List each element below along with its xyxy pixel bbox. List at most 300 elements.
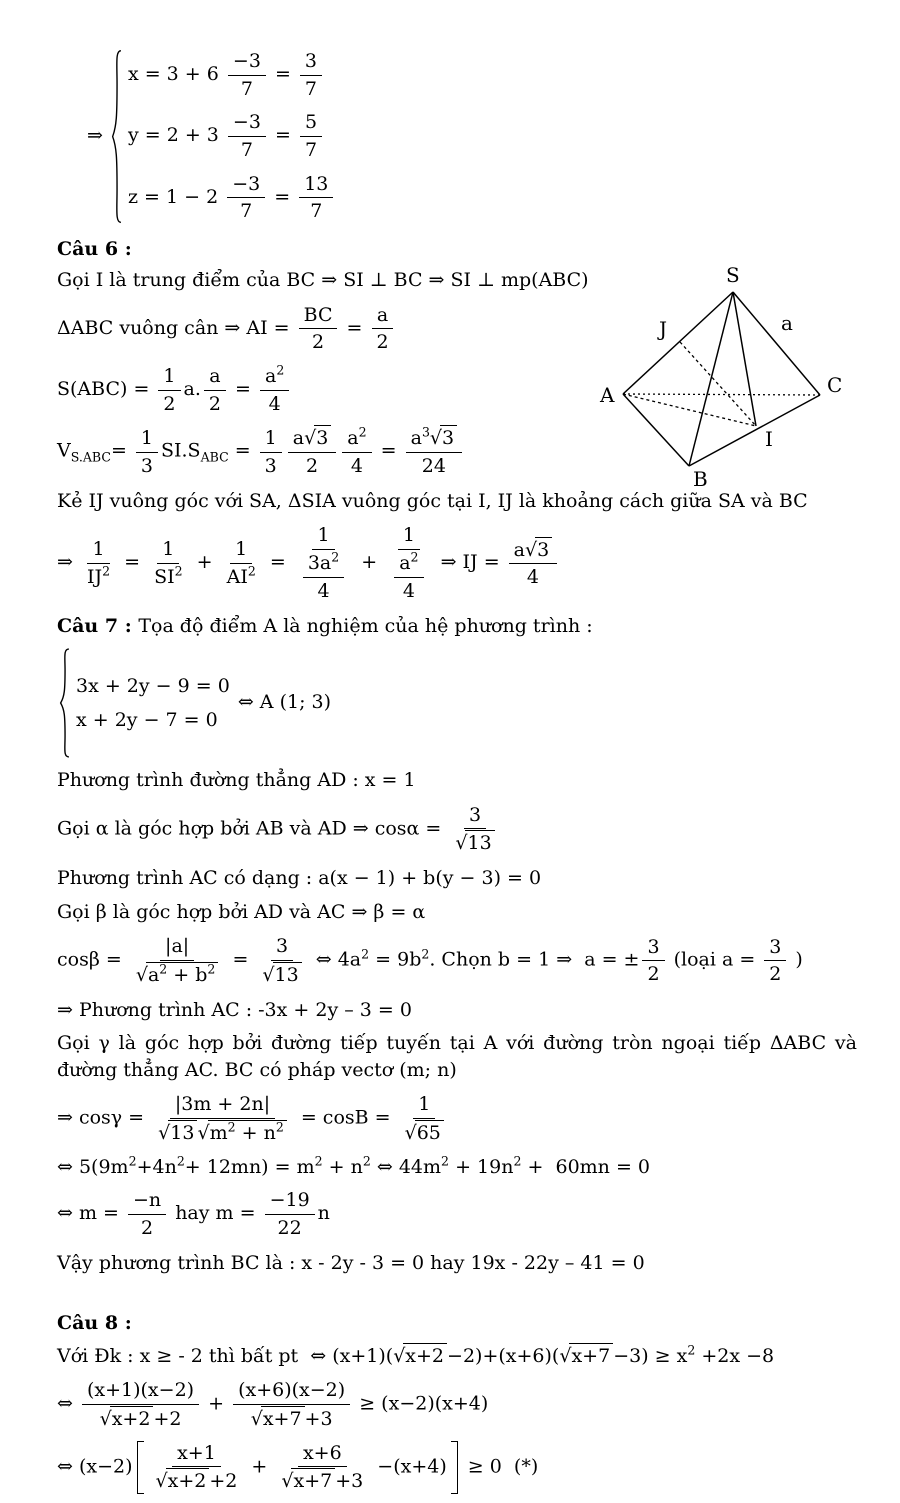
numerator [406,425,463,453]
superscript: 2 [174,563,183,579]
denominator [450,829,499,856]
radicand [168,1120,197,1146]
text-run: S(ABC) = [57,378,156,401]
radical-sign-icon: √ [404,1122,417,1145]
text-run: + [245,1455,274,1478]
text-run: SI.S [161,440,201,463]
text-run: ⇔ A (1; 3) [231,691,332,714]
text-run: ⇒ [87,124,109,147]
fraction [300,49,322,101]
text-line: Gọi γ là góc hợp bởi đường tiếp tuyến tại A với đường tròn ngoại tiếp ΔABC và đường thẳng AC. BC có pháp vectơ (m; n) [57,1032,857,1081]
sqrt [393,1345,447,1367]
text-run: 2 [305,455,319,478]
denominator [642,961,664,987]
text-run: = 9b [369,948,422,971]
fraction [82,1378,199,1431]
text-run: 7 [240,200,253,223]
text-run: = [226,948,255,971]
fraction [509,537,558,590]
edge-AB [623,394,689,466]
text-run: ⇔ m = [57,1202,125,1225]
text-run: 2 [163,392,176,415]
text-run: 5 [304,111,318,134]
text-run: 3x + 2y − 9 = 0 [76,674,230,697]
edge-SI [733,292,756,426]
text-run: 24 [421,455,446,478]
text-run: a [513,538,525,561]
text-run: +2 [209,1470,238,1493]
fraction [299,303,338,355]
text-run: 13 [170,1122,195,1145]
numerator [228,110,266,137]
denominator [136,453,158,479]
fraction [303,551,344,603]
radicand [465,830,494,856]
text-run: 7 [304,77,318,100]
denominator [301,453,323,479]
numerator [157,537,179,564]
text-run: 4 [350,454,363,477]
text-run: + 19n [449,1155,514,1178]
text-run: Tọa độ điểm A là nghiệm của hệ phương trình : [138,614,593,637]
text-run: Gọi α là góc hợp bởi AB và AD ⇒ cosα = [57,817,448,840]
text-line: ⇒ Phương trình AC : -3x + 2y – 3 = 0 [57,998,412,1021]
sqrt [525,539,552,561]
text-run: −3 [232,172,261,195]
denominator [257,961,306,988]
text-run: 3a [307,552,332,575]
system-lines [76,674,230,732]
text-run: 1 [162,538,175,561]
superscript: 2 [207,961,216,977]
numerator [204,364,225,391]
radical-sign-icon: √ [281,1470,294,1493]
text-run: −3 [232,50,261,72]
numerator [136,426,158,453]
text-run: −2)+(x+6)( [447,1345,560,1368]
numerator [271,934,293,961]
denominator [522,564,544,590]
text-run: x+7 [293,1470,333,1493]
numerator [509,537,558,565]
text-run: + [355,551,384,574]
subscript: ABC [200,449,229,465]
edge-BC [689,395,820,466]
numerator [265,1188,315,1215]
radical-sign-icon: √ [262,963,275,986]
text-run: 3 [264,454,277,477]
fraction [400,1092,449,1145]
text-run: 3 [316,427,329,450]
sqrt [559,1345,613,1367]
superscript: 2 [276,362,285,378]
system-line [76,708,230,733]
text-run: 7 [310,200,323,223]
superscript: 2 [331,549,340,565]
edge-SA [623,292,733,394]
text-run: 1 [235,538,248,561]
text-run: ⇔ [57,1392,79,1415]
text-run: 2 [141,1217,154,1240]
superscript: 2 [176,1153,185,1169]
text-run: 7 [240,77,253,100]
text-run: +3 [335,1470,364,1493]
system-line [76,674,230,699]
denominator [307,329,329,355]
brace-system [59,648,230,758]
numerator [260,364,289,391]
text-run: (loại a = [667,948,762,971]
vertex-label-B: B [693,467,708,491]
text-run: = [118,551,147,574]
denominator [95,1405,187,1432]
section-heading: Câu 6 : [57,238,132,261]
text-run: 2 [769,963,782,986]
text-run: 7 [240,139,253,162]
curly-brace-icon [59,648,70,758]
text-run: a [410,427,422,450]
sqrt [135,961,219,986]
denominator [276,1467,368,1494]
fraction [149,537,188,589]
section-heading-inline [57,613,857,640]
radicand [208,1120,287,1146]
fraction [394,551,423,603]
text-run: ) [789,948,803,971]
radical-sign-icon: √ [158,1122,171,1145]
edge-SB [689,292,733,466]
text-run: hay m = [169,1202,262,1225]
denominator [273,1215,307,1241]
text-run: V [57,440,71,463]
text-run: 2 [376,331,389,354]
text-run: −(x+4) [371,1455,447,1478]
edge-AI [623,394,756,426]
math-line [57,523,857,603]
text-run: 4 [317,579,330,602]
text-run: −n [132,1189,162,1212]
numerator [312,523,334,550]
math-line [87,49,857,224]
fraction [276,1441,368,1494]
text-run: ⇒ IJ = [434,551,506,574]
text-run: . Chọn b = 1 ⇒ a = ± [429,948,640,971]
numerator [228,49,266,76]
numerator [227,172,265,199]
radicand [273,962,302,988]
radicand [440,425,457,451]
denominator [305,198,327,224]
left-bracket-icon [137,1441,144,1494]
radical-sign-icon: √ [135,963,148,986]
text-run: + n [235,1122,276,1145]
text-run: (x+1)(x−2) [86,1379,195,1402]
fraction [158,364,180,416]
subscript: S.ABC [70,449,111,465]
system-line [128,49,336,101]
fraction [386,523,431,603]
numerator [260,426,282,453]
text-run: + b [167,963,208,986]
text-run: x+2 [111,1407,151,1430]
text-line: Phương trình đường thẳng AD : x = 1 [57,769,416,792]
text-run: 1 [418,1093,431,1116]
denominator [300,137,322,163]
fraction [257,934,306,987]
numerator [233,1378,350,1405]
fraction [131,934,224,987]
text-run: −3) ≥ x [613,1345,688,1368]
text-run: −19 [269,1189,310,1212]
radicand [146,962,218,988]
numerator [87,537,109,564]
section-heading: Câu 8 : [57,1312,132,1335]
fraction [222,537,261,589]
point-label-J: J [659,317,668,341]
text-run: 7 [304,139,318,162]
text-run: +2x −8 [695,1345,775,1368]
section-heading-label: Câu 7 : [57,614,139,637]
superscript: 2 [128,1153,137,1169]
text-run: n [317,1202,330,1225]
text-run: 13 [274,963,299,986]
edge-label-a: a [781,311,793,335]
superscript: 2 [102,563,111,579]
sqrt [100,1408,154,1430]
text-run: 2 [647,963,660,986]
denominator [158,391,180,417]
text-run: x+2 [405,1345,445,1368]
fraction [295,523,352,603]
text-run: 3 [442,427,455,450]
numerator [372,303,393,330]
text-run: 1 [92,538,105,561]
radicand [535,537,552,563]
denominator [153,1119,292,1146]
text-run: = [374,440,403,463]
text-run: + [202,1392,231,1415]
text-line: Phương trình AC có dạng : a(x − 1) + b(y − 3) = 0 [57,867,542,890]
text-run: 1 [163,365,176,388]
text-run: y = 2 + 3 [127,124,225,147]
radicand [291,1468,335,1494]
text-run: m [209,1122,228,1145]
text-run: ≥ 0 (*) [461,1455,539,1478]
fraction [342,426,371,478]
denominator [398,578,420,604]
text-run: |a| [165,935,190,958]
math-line [57,1343,857,1369]
text-run: +2 [153,1407,182,1430]
superscript: 2 [227,1119,236,1135]
fraction [151,1441,243,1494]
math-line [57,648,857,758]
sqrt [156,1470,210,1492]
numerator [642,935,664,962]
text-line: Gọi β là góc hợp bởi AD và AC ⇒ β = α [57,900,426,923]
text-run: ⇒ cosγ = [57,1107,151,1130]
text-run: a [376,303,389,326]
fraction [764,935,786,987]
text-run: ⇔ 5(9m [57,1155,129,1178]
text-line: Gọi I là trung điểm của BC ⇒ SI ⊥ BC ⇒ SI ⊥ mp(ABC) [57,269,589,292]
text-run: + [190,551,219,574]
numerator [158,364,180,391]
text-run: ⇔ (x−2) [57,1455,133,1478]
vertex-label-C: C [827,373,843,397]
numerator [394,551,423,578]
text-run: a [264,365,277,388]
text-run: z = 1 − 2 [127,185,225,208]
superscript: 2 [247,563,256,579]
numerator [128,1188,166,1215]
numerator [303,551,344,578]
superscript: 2 [362,1153,371,1169]
denominator [371,329,393,355]
text-run: ⇒ [57,551,79,574]
numerator [170,1092,275,1119]
superscript: 2 [361,946,370,962]
denominator [295,550,352,603]
sqrt [158,1122,197,1144]
radicand [166,1468,210,1494]
fraction [228,110,266,162]
text-run: 1 [317,524,330,547]
bracket-content [148,1441,447,1494]
radical-sign-icon: √ [393,1345,406,1368]
math-line [57,1092,857,1145]
text-run: a [347,426,359,449]
math-line [57,1378,857,1431]
numerator [342,426,371,453]
text-run: x+6 [302,1441,342,1464]
text-run: ΔABC vuông cân ⇒ AI = [57,316,296,339]
text-run: x+2 [167,1470,207,1493]
denominator [260,453,282,479]
numerator [464,803,486,830]
denominator [222,564,261,590]
fraction [406,425,463,478]
denominator [82,564,115,590]
denominator [400,1119,449,1146]
text-run: 13 [304,172,329,195]
text-run: = [268,124,297,147]
text-run: = [228,378,257,401]
radical-sign-icon: √ [524,538,538,561]
curly-brace-icon [111,49,122,224]
point-label-I: I [765,427,773,451]
denominator [312,578,334,604]
text-run: 3 [537,538,550,561]
text-run: +3 [304,1407,333,1430]
text-run: 3 [140,454,153,477]
text-run: = [340,316,369,339]
numerator [299,303,338,330]
superscript: 3 [421,425,430,441]
text-run: 22 [277,1217,302,1240]
system-line [128,110,336,162]
fraction [450,803,499,856]
text-run: 2 [312,331,325,354]
radicand [403,1343,447,1369]
text-run: IJ [86,565,103,588]
superscript: 2 [687,1343,696,1359]
vertex-label-A: A [600,383,615,407]
text-run: 1 [402,524,415,547]
text-run: 65 [416,1122,441,1145]
text-run: |3m + 2n| [174,1093,271,1116]
tetrahedron-figure [595,262,895,500]
denominator [246,1405,338,1432]
numerator [82,1378,199,1405]
text-run: (x+6)(x−2) [238,1379,346,1402]
denominator [346,453,368,479]
text-run: 1 [264,426,277,449]
numerator [299,172,333,199]
fraction [204,364,226,416]
brace-system [111,49,336,224]
text-run: −3 [232,111,261,134]
radicand [261,1406,305,1432]
denominator [136,1215,158,1241]
radical-sign-icon: √ [559,1345,572,1368]
text-run: = [110,440,133,463]
text-run: x+1 [177,1441,216,1464]
text-line: Vậy phương trình BC là : x - 2y - 3 = 0 hay 19x - 22y – 41 = 0 [57,1251,645,1274]
text-run: = [263,551,292,574]
superscript: 2 [275,1119,284,1135]
right-bracket-icon [451,1441,458,1494]
text-run: cosβ = [57,948,128,971]
text-run: ⇔ 4a [309,948,362,971]
fraction [82,537,115,589]
text-run: a [147,963,160,986]
denominator [149,564,188,590]
sqrt [455,832,494,854]
edge-JI [680,342,756,426]
radicand [415,1120,444,1146]
text-run: AI [226,565,248,588]
text-run: ≥ (x−2)(x+4) [353,1392,489,1415]
fraction [128,1188,166,1240]
fraction [265,1188,315,1240]
text-run: x+7 [571,1345,611,1368]
fraction [228,49,266,101]
text-run: + n [322,1155,363,1178]
text-run: 3 [276,935,289,958]
sqrt [304,427,331,449]
text-run: + 12mn) = m [184,1155,315,1178]
denominator [151,1467,243,1494]
text-run: x = 3 + 6 [127,63,225,86]
numerator [398,523,420,550]
fraction [300,110,322,162]
text-line: Kẻ IJ vuông góc với SA, ΔSIA vuông góc tại I, IJ là khoảng cách giữa SA và BC [57,489,808,512]
text-run: = cosB = [294,1107,397,1130]
denominator [300,76,322,102]
denominator [131,961,224,988]
system-lines [128,49,336,224]
superscript: 2 [159,961,168,977]
text-run: SI [154,565,175,588]
edge-SC [733,292,820,395]
text-run: a [209,365,221,388]
text-run: 4 [268,392,281,415]
text-run: + 60mn = 0 [521,1155,650,1178]
text-run: 3 [647,935,660,958]
document-body [57,40,857,1503]
text-run: 3 [769,935,782,958]
